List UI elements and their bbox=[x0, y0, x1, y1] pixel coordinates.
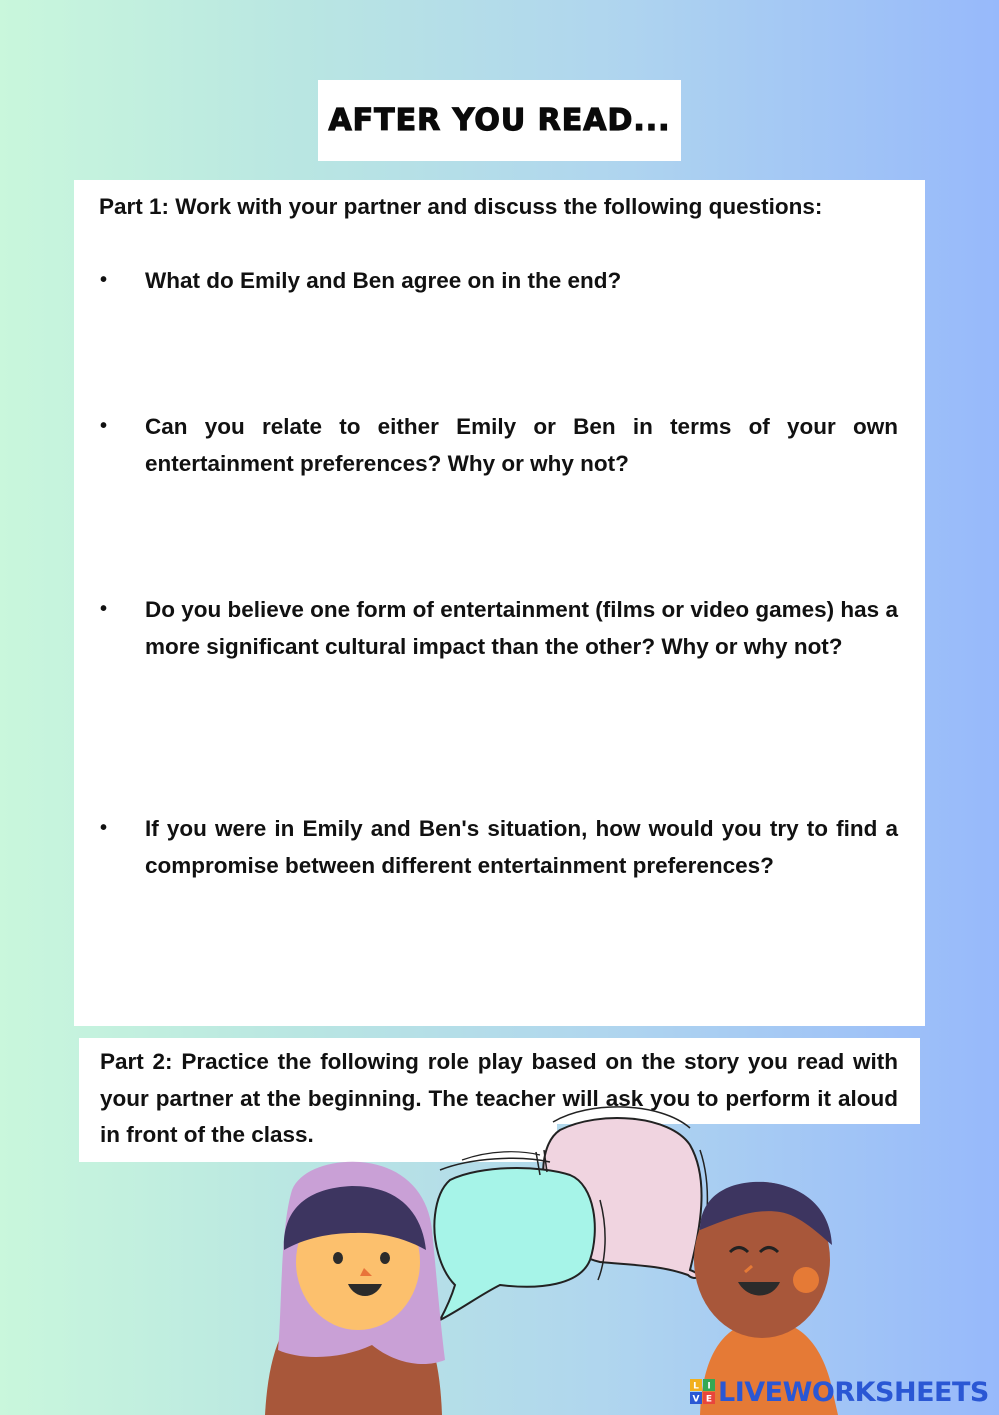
liveworksheets-logo bbox=[690, 1374, 989, 1410]
bullet-icon: • bbox=[100, 269, 108, 291]
part2-text: Part 2: Practice the following role play based on the story you read with your partner at the beginning. The teacher will ask you to perform it aloud in front of the class. bbox=[100, 1049, 898, 1147]
logo-mark-letter: E bbox=[705, 1394, 713, 1405]
bullet-icon: • bbox=[100, 598, 108, 620]
question-text: If you were in Emily and Ben's situation, how would you try to find a compromise between different entertainment preferences? bbox=[145, 816, 898, 878]
logo-mark-letter: L bbox=[693, 1381, 699, 1392]
logo-text: LIVEWORKSHEETS bbox=[718, 1376, 989, 1408]
bullet-icon: • bbox=[100, 817, 108, 839]
question-text: Do you believe one form of entertainment (films or video games) has a more significant cultural impact than the other? Why or why not? bbox=[145, 597, 898, 659]
question-text: What do Emily and Ben agree on in the end? bbox=[145, 268, 622, 293]
girl-character-icon bbox=[265, 1162, 445, 1415]
liveworksheets-mark-icon bbox=[690, 1379, 716, 1405]
bullet-icon: • bbox=[100, 415, 108, 437]
page-title: AFTER YOU READ... bbox=[328, 103, 671, 138]
part1-heading: Part 1: Work with your partner and discuss the following questions: bbox=[99, 194, 823, 219]
logo-mark-letter: I bbox=[707, 1381, 711, 1392]
question-text: Can you relate to either Emily or Ben in terms of your own entertainment preferences? Why or why not? bbox=[145, 414, 898, 476]
logo-mark-letter: V bbox=[692, 1394, 700, 1405]
